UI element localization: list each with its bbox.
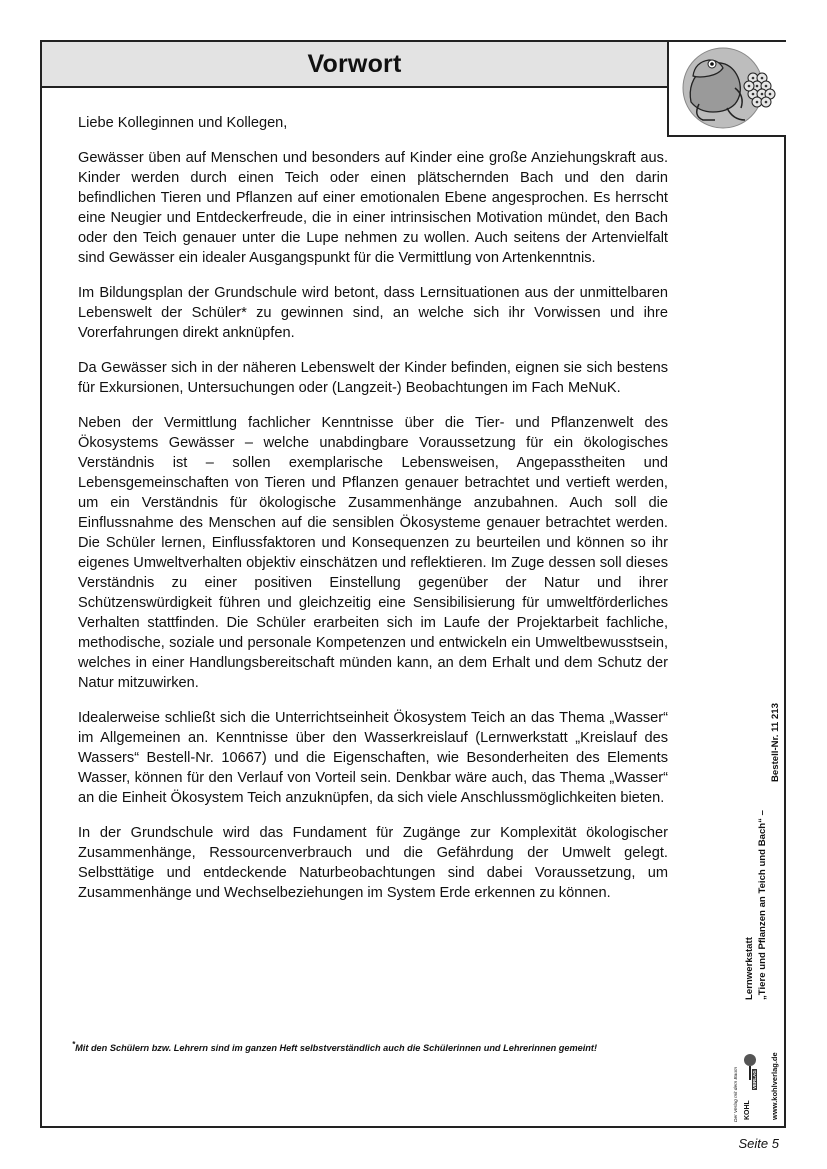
sidebar-order-number: Bestell-Nr. 11 213 xyxy=(770,703,781,782)
footnote xyxy=(72,1040,672,1053)
paragraph: Da Gewässer sich in der näheren Lebenswelt der Kinder befinden, eignen sie sich bestens für Exkursionen, Untersuchungen oder (Langzeit-) Beobachtungen im Fach MeNuK. xyxy=(78,360,668,396)
publisher-logo xyxy=(742,1050,758,1122)
greeting: Liebe Kolleginnen und Kollegen, xyxy=(78,115,288,131)
paragraph: Gewässer üben auf Menschen und besonders auf Kinder eine große Anziehungskraft aus. Kinder werden durch einen Teich oder einen plätschernden Bach und den darin befindlichen Tieren und Pflanzen auf einer emotionalen Ebene angesprochen. Es herrscht eine Neugier und Entdeckerfreude, die in einer intrinsischen Motivation mündet, den Bach oder den Teich genauer unter die Lupe nehmen zu wollen. Auch seitens der Artenvielfalt sind Gewässer ein idealer Ausgangspunkt für die Vermittlung von Artenkenntnis. xyxy=(78,150,668,266)
footnote-text: Mit den Schülern bzw. Lehrern sind im ganzen Heft selbstverständlich auch die Schülerinnen und Lehrerinnen gemeint! xyxy=(75,1043,598,1054)
page-number: Seite 5 xyxy=(738,1136,779,1151)
frog-icon xyxy=(669,42,786,135)
publisher-tag: VERLAG xyxy=(752,1070,757,1089)
publisher-slogan: Der Verlag mit dem Baum xyxy=(734,1066,739,1122)
footnote-mark: * xyxy=(72,1040,76,1049)
paragraph: In der Grundschule wird das Fundament für Zugänge zur Komplexität ökologischer Zusammenhänge, Ressourcenverbrauch und die Gefährdung der Umwelt gelegt. Selbsttätige und entdeckende Naturbeobachtungen sind dabei Voraussetzung, um Zusammenhänge und Wechselbeziehungen im System Erde erkennen zu können. xyxy=(78,825,668,901)
title-bar xyxy=(42,42,667,88)
sidebar-book-title: „Tiere und Pflanzen an Teich und Bach“ – xyxy=(757,810,768,1000)
paragraph: Neben der Vermittlung fachlicher Kenntnisse über die Tier- und Pflanzenwelt des Ökosystems Gewässer – welche unabdingbare Voraussetzung für ein ökologisches Verständnis ist – sollen exemplarische Lebensweisen, Angepasstheiten und Lebensgemeinschaften von Tieren und Pflanzen genauer betrachtet und vertieft werden, um ein Verständnis für ökologische Zusammenhänge anzubahnen. Auch soll die Einflussnahme des Menschen auf die sensiblen Ökosysteme genauer betrachtet werden. Die Schüler lernen, Einflussfaktoren und Konsequenzen zu beurteilen und können so ihr eigenes Umweltverhalten objektiv einschätzen und reflektieren. Im Zuge dessen soll dieses Verständnis zu einer positiven Einstellung gegenüber der Natur und ihrer Schützenswürdigkeit führen und gleichzeitig eine Sensibilisierung für umweltförderliches Verhalten stattfinden. Die Schüler erarbeiten sich im Laufe der Projektarbeit fachliche, methodische, soziale und personale Kompetenzen und entwickeln ein Umweltbewusstsein, welches in einer Handlungsbereitschaft münden kann, an dem Erhalt und dem Schutz der Natur mitzuwirken. xyxy=(78,415,668,691)
publisher-name: KOHL xyxy=(744,1100,751,1120)
paragraph: Idealerweise schließt sich die Unterrichtseinheit Ökosystem Teich an das Thema „Wasser“ im Allgemeinen an. Kenntnisse über den Wasserkreislauf (Lernwerkstatt „Kreislauf des Wassers“ Bestell-Nr. 10667) und die Eigenschaften, wie Besonderheiten des Elements Wasser, können für den Verlauf von Vorteil sein. Denkbar wäre auch, das Thema „Wasser“ an die Einheit Ökosystem Teich anzuknüpfen, da sich viele Anschlussmöglichkeiten bieten. xyxy=(78,710,668,806)
frog-illustration xyxy=(667,42,786,137)
paragraph: Im Bildungsplan der Grundschule wird betont, dass Lernsituationen aus der unmittelbaren Lebenswelt der Schüler* zu gewinnen sind, an welche sich ihr Vorwissen und ihre Vorerfahrungen direkt anknüpfen. xyxy=(78,285,668,341)
sidebar-website: www.kohlverlag.de xyxy=(770,1052,779,1120)
sidebar-series: Lernwerkstatt xyxy=(744,937,755,1000)
page-title: Vorwort xyxy=(307,49,402,78)
foreword-body xyxy=(78,113,668,918)
